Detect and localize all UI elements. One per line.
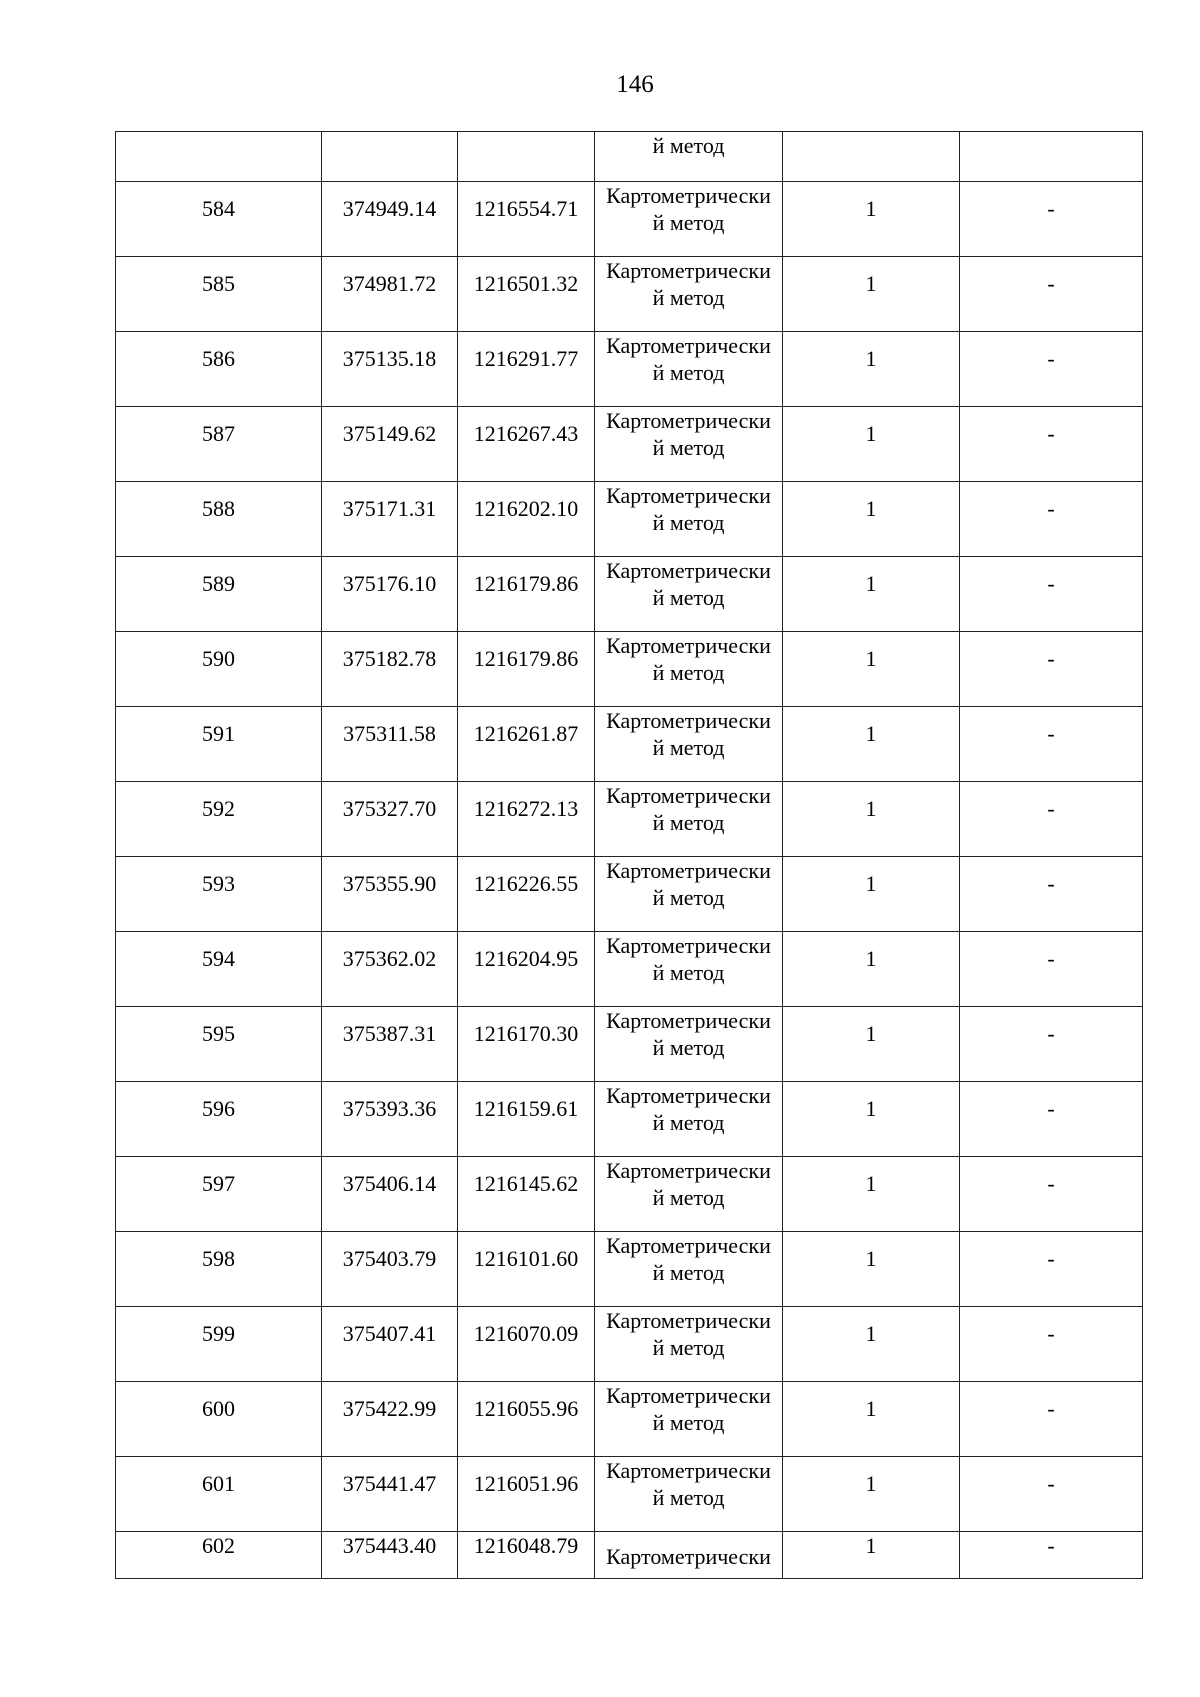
table-row	[116, 1157, 1143, 1232]
cell-x: 375393.36	[322, 1082, 458, 1157]
cell-x: 375387.31	[322, 1007, 458, 1082]
cell-point-number: 599	[116, 1307, 322, 1382]
method-line-2: й метод	[652, 1410, 725, 1435]
method-line-1: Картометрически	[606, 1233, 771, 1258]
method-line-1: Картометрически	[606, 408, 771, 433]
cell-y: 1216179.86	[458, 632, 595, 707]
cell-point-number: 594	[116, 932, 322, 1007]
table-row	[116, 857, 1143, 932]
method-line-2: й метод	[652, 1485, 725, 1510]
cell-y: 1216179.86	[458, 557, 595, 632]
method-line-2: й метод	[652, 1335, 725, 1360]
cell-method	[595, 257, 783, 332]
cell-accuracy: 1	[783, 482, 960, 557]
cell-accuracy: 1	[783, 707, 960, 782]
cell-note	[960, 132, 1143, 182]
cell-y: 1216202.10	[458, 482, 595, 557]
cell-accuracy: 1	[783, 1007, 960, 1082]
cell-accuracy: 1	[783, 857, 960, 932]
method-line-2: й метод	[652, 133, 725, 158]
method-line-1: Картометрически	[606, 1458, 771, 1483]
cell-y: 1216501.32	[458, 257, 595, 332]
cell-accuracy	[783, 132, 960, 182]
page-number: 146	[616, 71, 654, 98]
table-row	[116, 782, 1143, 857]
table-row	[116, 557, 1143, 632]
method-line-2: й метод	[652, 1260, 725, 1285]
cell-y: 1216261.87	[458, 707, 595, 782]
cell-method	[595, 1457, 783, 1532]
table-row	[116, 257, 1143, 332]
cell-point-number: 596	[116, 1082, 322, 1157]
cell-x: 374949.14	[322, 182, 458, 257]
cell-y: 1216055.96	[458, 1382, 595, 1457]
cell-y: 1216070.09	[458, 1307, 595, 1382]
cell-accuracy: 1	[783, 332, 960, 407]
method-line-1: Картометрически	[606, 1083, 771, 1108]
cell-method	[595, 1307, 783, 1382]
cell-x: 374981.72	[322, 257, 458, 332]
cell-x: 375441.47	[322, 1457, 458, 1532]
cell-x: 375327.70	[322, 782, 458, 857]
cell-method	[595, 332, 783, 407]
method-line-1: Картометрически	[606, 1383, 771, 1408]
table-row-continued	[116, 132, 1143, 182]
cell-x: 375362.02	[322, 932, 458, 1007]
cell-point-number: 592	[116, 782, 322, 857]
table-row	[116, 932, 1143, 1007]
method-line-1: Картометрически	[606, 1158, 771, 1183]
method-line-2: й метод	[652, 960, 725, 985]
cell-note: -	[960, 1232, 1143, 1307]
table-row	[116, 332, 1143, 407]
cell-accuracy: 1	[783, 1232, 960, 1307]
method-line-2: й метод	[652, 510, 725, 535]
method-line-1: Картометрически	[606, 1008, 771, 1033]
cell-x: 375182.78	[322, 632, 458, 707]
method-line-1: Картометрически	[606, 333, 771, 358]
cell-x: 375171.31	[322, 482, 458, 557]
cell-note: -	[960, 1307, 1143, 1382]
cell-x: 375443.40	[322, 1532, 458, 1579]
cell-method	[595, 1007, 783, 1082]
cell-note: -	[960, 407, 1143, 482]
cell-method	[595, 557, 783, 632]
table-row	[116, 707, 1143, 782]
method-line-1: Картометрически	[606, 783, 771, 808]
table-row	[116, 407, 1143, 482]
cell-note: -	[960, 707, 1143, 782]
method-line-2: й метод	[652, 1185, 725, 1210]
cell-point-number: 588	[116, 482, 322, 557]
cell-note: -	[960, 632, 1143, 707]
cell-y: 1216204.95	[458, 932, 595, 1007]
cell-y: 1216048.79	[458, 1532, 595, 1579]
cell-x: 375311.58	[322, 707, 458, 782]
cell-y: 1216170.30	[458, 1007, 595, 1082]
cell-method	[595, 182, 783, 257]
cell-point-number	[116, 132, 322, 182]
cell-method	[595, 932, 783, 1007]
method-line-2: й метод	[652, 210, 725, 235]
cell-note: -	[960, 332, 1143, 407]
method-line-2: й метод	[652, 810, 725, 835]
cell-point-number: 597	[116, 1157, 322, 1232]
cell-y: 1216159.61	[458, 1082, 595, 1157]
method-line-2: й метод	[652, 885, 725, 910]
cell-note: -	[960, 1082, 1143, 1157]
method-line-1: Картометрически	[606, 633, 771, 658]
table-body	[116, 132, 1143, 1579]
method-line-1: Картометрически	[606, 933, 771, 958]
cell-note: -	[960, 482, 1143, 557]
cell-accuracy: 1	[783, 257, 960, 332]
method-line-1: Картометрически	[606, 258, 771, 283]
cell-y: 1216554.71	[458, 182, 595, 257]
cell-y: 1216145.62	[458, 1157, 595, 1232]
cell-method	[595, 482, 783, 557]
cell-note: -	[960, 1457, 1143, 1532]
cell-method	[595, 1382, 783, 1457]
cell-point-number: 590	[116, 632, 322, 707]
cell-y	[458, 132, 595, 182]
table-row	[116, 1307, 1143, 1382]
cell-y: 1216226.55	[458, 857, 595, 932]
cell-accuracy: 1	[783, 1157, 960, 1232]
method-line-2: й метод	[652, 435, 725, 460]
cell-point-number: 598	[116, 1232, 322, 1307]
cell-accuracy: 1	[783, 557, 960, 632]
method-line-1: Картометрически	[606, 183, 771, 208]
cell-method	[595, 782, 783, 857]
cell-accuracy: 1	[783, 632, 960, 707]
cell-x: 375406.14	[322, 1157, 458, 1232]
cell-method	[595, 132, 783, 182]
cell-x: 375407.41	[322, 1307, 458, 1382]
cell-point-number: 601	[116, 1457, 322, 1532]
cell-note: -	[960, 557, 1143, 632]
cell-note: -	[960, 182, 1143, 257]
cell-note: -	[960, 782, 1143, 857]
cell-x: 375403.79	[322, 1232, 458, 1307]
method-line-1: Картометрически	[606, 708, 771, 733]
method-line-1: Картометрически	[606, 1544, 771, 1569]
cell-y: 1216051.96	[458, 1457, 595, 1532]
cell-accuracy: 1	[783, 182, 960, 257]
table-row	[116, 1382, 1143, 1457]
cell-point-number: 593	[116, 857, 322, 932]
method-line-2: й метод	[652, 285, 725, 310]
cell-y: 1216267.43	[458, 407, 595, 482]
cell-x: 375422.99	[322, 1382, 458, 1457]
cell-method	[595, 857, 783, 932]
method-line-2: й метод	[652, 360, 725, 385]
cell-note: -	[960, 857, 1143, 932]
cell-accuracy: 1	[783, 1307, 960, 1382]
cell-note: -	[960, 1007, 1143, 1082]
table-row	[116, 1457, 1143, 1532]
table-row-last	[116, 1532, 1143, 1579]
cell-accuracy: 1	[783, 932, 960, 1007]
cell-point-number: 587	[116, 407, 322, 482]
coordinates-table	[115, 131, 1143, 1579]
cell-note: -	[960, 1532, 1143, 1579]
cell-point-number: 589	[116, 557, 322, 632]
cell-method	[595, 1532, 783, 1579]
cell-x: 375355.90	[322, 857, 458, 932]
cell-y: 1216101.60	[458, 1232, 595, 1307]
table-row	[116, 182, 1143, 257]
method-line-1: Картометрически	[606, 1308, 771, 1333]
cell-point-number: 595	[116, 1007, 322, 1082]
cell-note: -	[960, 1382, 1143, 1457]
cell-point-number: 585	[116, 257, 322, 332]
cell-accuracy: 1	[783, 1382, 960, 1457]
cell-note: -	[960, 932, 1143, 1007]
cell-accuracy: 1	[783, 1082, 960, 1157]
method-line-2: й метод	[652, 1035, 725, 1060]
table-row	[116, 1232, 1143, 1307]
table-row	[116, 1082, 1143, 1157]
cell-accuracy: 1	[783, 1532, 960, 1579]
cell-method	[595, 1082, 783, 1157]
cell-point-number: 584	[116, 182, 322, 257]
cell-accuracy: 1	[783, 1457, 960, 1532]
cell-method	[595, 632, 783, 707]
cell-accuracy: 1	[783, 782, 960, 857]
cell-note: -	[960, 257, 1143, 332]
cell-point-number: 600	[116, 1382, 322, 1457]
cell-method	[595, 407, 783, 482]
table-row	[116, 632, 1143, 707]
cell-y: 1216291.77	[458, 332, 595, 407]
cell-method	[595, 1232, 783, 1307]
method-line-2: й метод	[652, 1110, 725, 1135]
cell-point-number: 586	[116, 332, 322, 407]
method-line-1: Картометрически	[606, 858, 771, 883]
cell-accuracy: 1	[783, 407, 960, 482]
table-row	[116, 1007, 1143, 1082]
method-line-1: Картометрически	[606, 483, 771, 508]
method-line-2: й метод	[652, 735, 725, 760]
cell-y: 1216272.13	[458, 782, 595, 857]
cell-x: 375149.62	[322, 407, 458, 482]
cell-note: -	[960, 1157, 1143, 1232]
cell-method	[595, 1157, 783, 1232]
cell-x: 375176.10	[322, 557, 458, 632]
method-line-2: й метод	[652, 660, 725, 685]
cell-x: 375135.18	[322, 332, 458, 407]
method-line-1: Картометрически	[606, 558, 771, 583]
cell-point-number: 602	[116, 1532, 322, 1579]
method-line-2: й метод	[652, 585, 725, 610]
cell-x	[322, 132, 458, 182]
cell-method	[595, 707, 783, 782]
cell-point-number: 591	[116, 707, 322, 782]
table-row	[116, 482, 1143, 557]
